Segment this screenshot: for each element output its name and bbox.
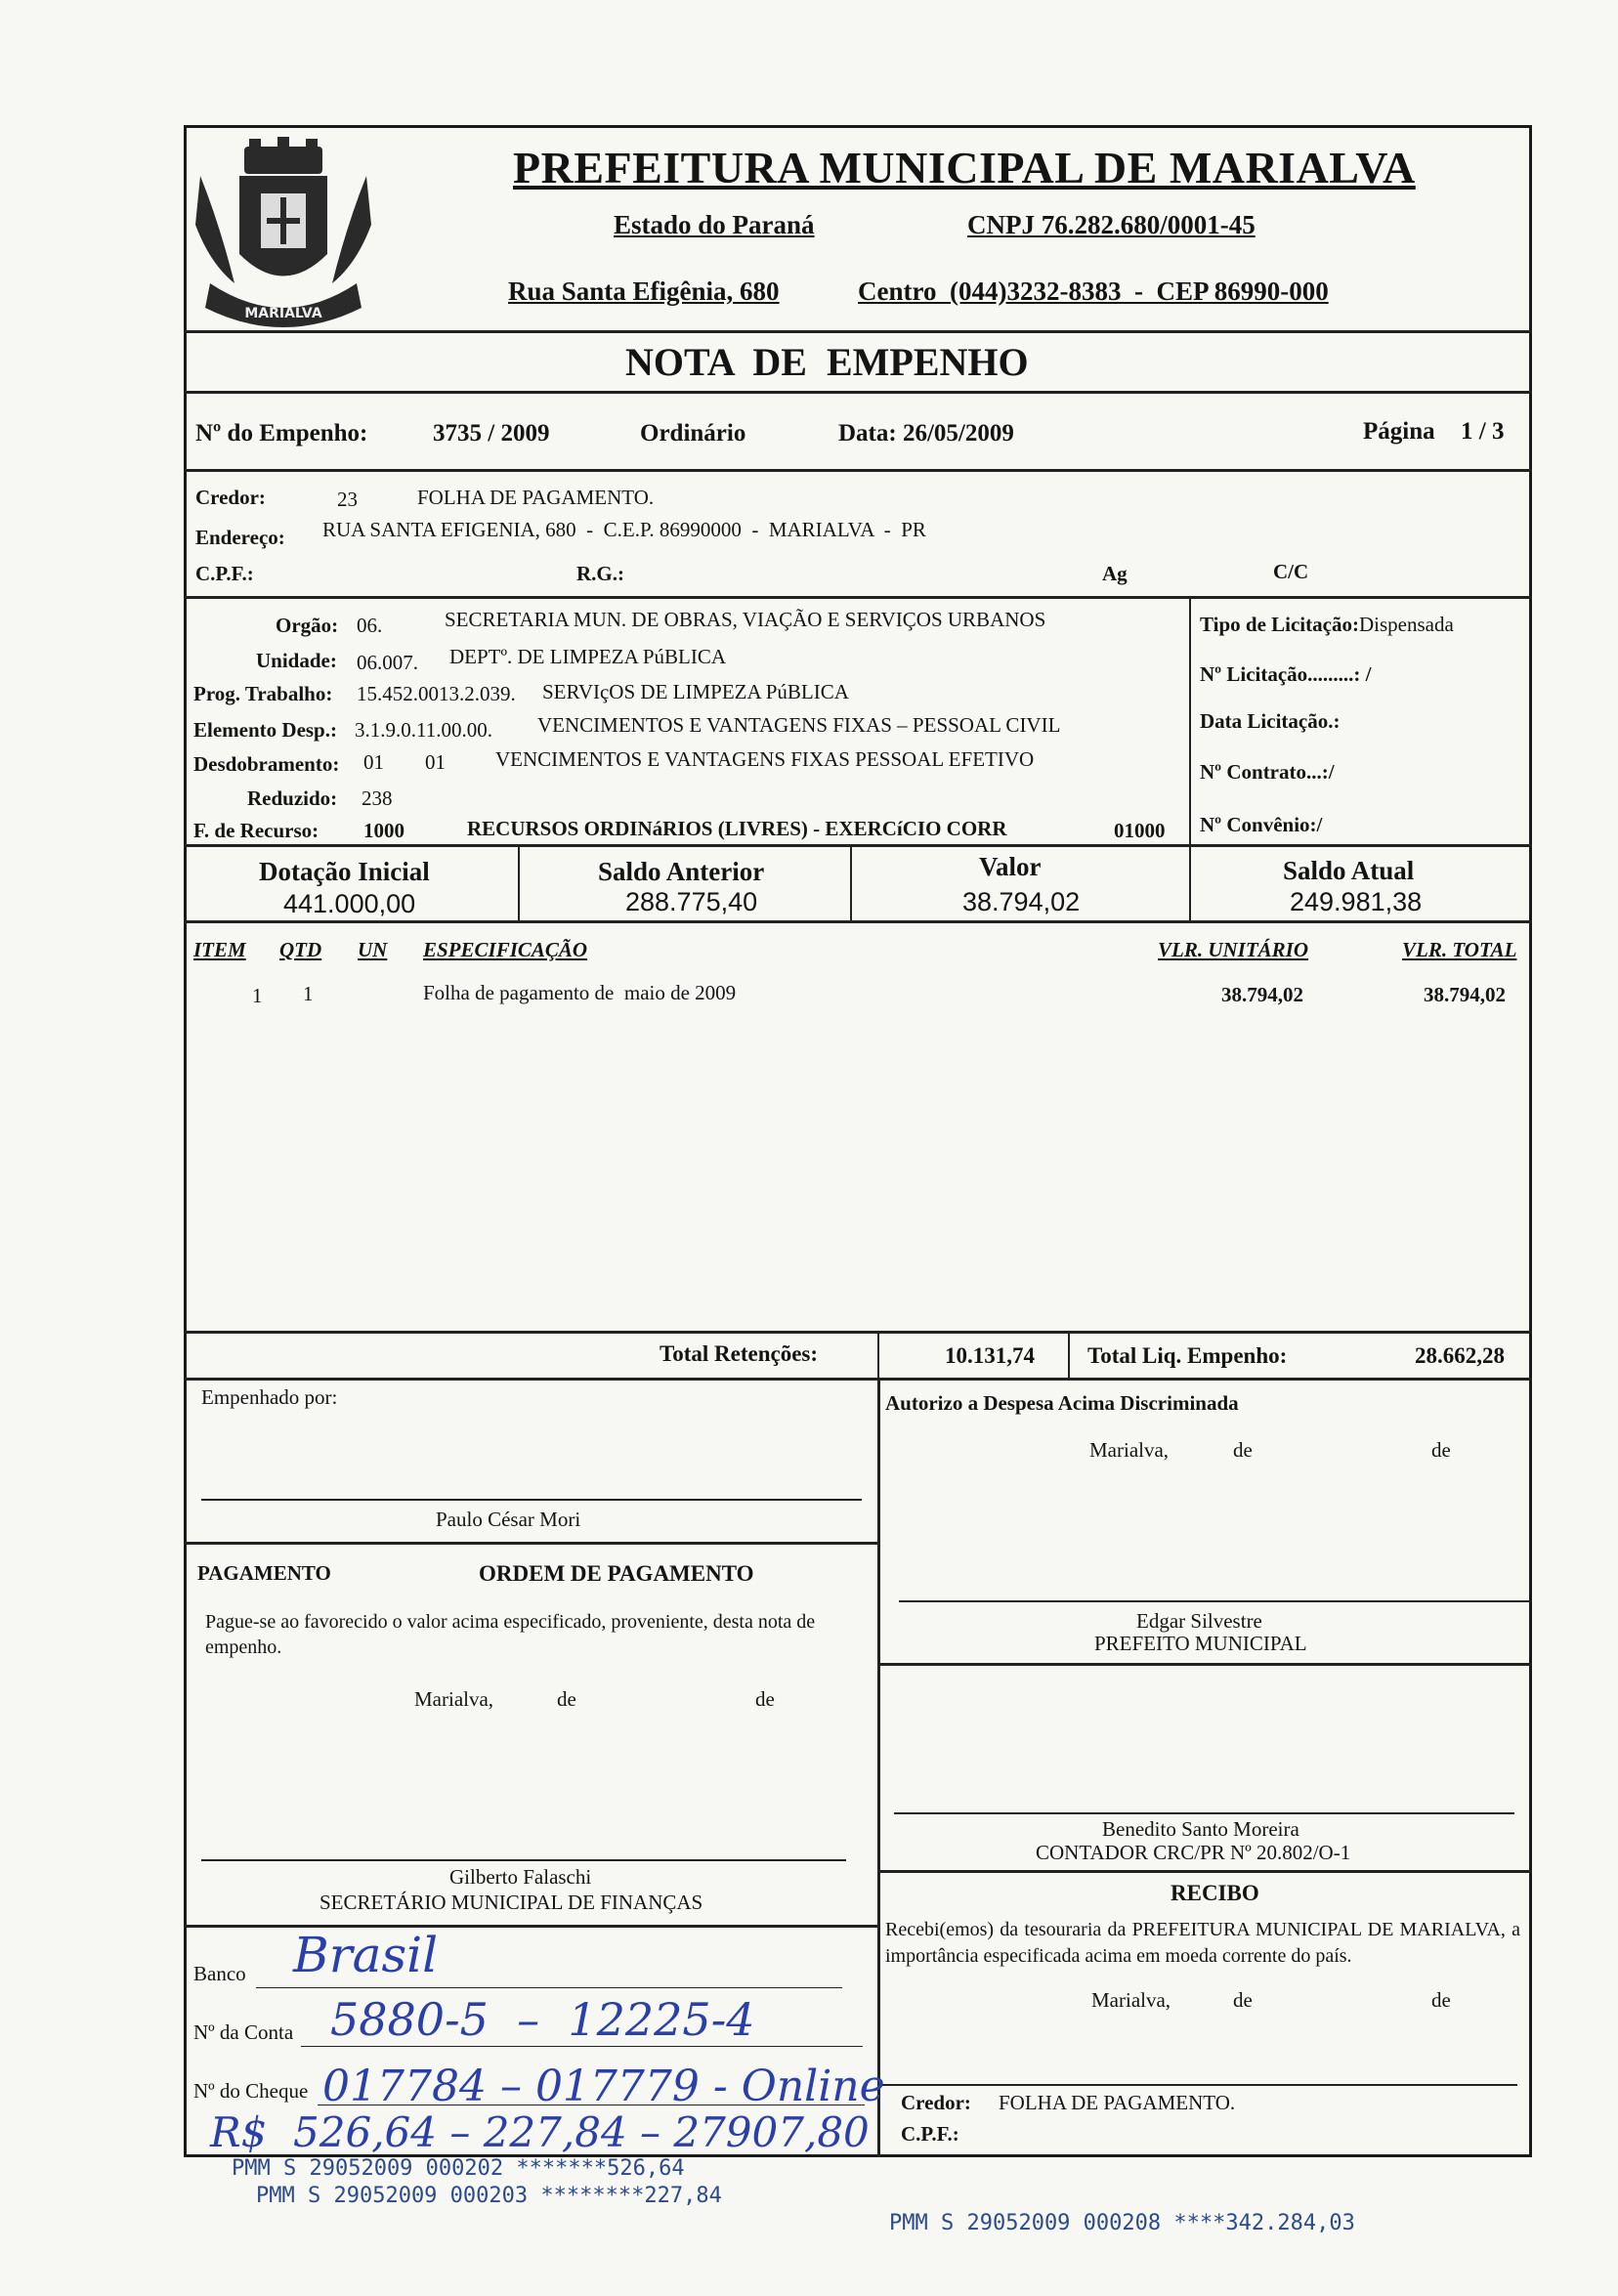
orgao-code: 06. — [357, 614, 383, 637]
total-liquido-label: Total Liq. Empenho: — [1087, 1343, 1288, 1368]
signature-line — [201, 1499, 862, 1501]
logo-banner-text: MARIALVA — [244, 306, 322, 321]
bank-stamp-3: PMM S 29052009 000208 ****342.284,03 — [889, 2211, 1355, 2235]
rule — [184, 469, 1532, 472]
bank-stamp-1: PMM S 29052009 000202 *******526,64 — [232, 2156, 685, 2181]
valor-label: Valor — [979, 852, 1042, 881]
rule — [877, 1331, 879, 1378]
recurso-code: 1000 — [363, 819, 404, 842]
contador-name: Benedito Santo Moreira — [1102, 1817, 1299, 1841]
signature-line — [894, 1812, 1514, 1814]
doc-title: NOTA DE EMPENHO — [625, 340, 1029, 384]
unidade-label: Unidade: — [256, 649, 337, 672]
desdobramento-label: Desdobramento: — [193, 752, 340, 776]
rule — [184, 1331, 1532, 1334]
ordem-pagamento-label: ORDEM DE PAGAMENTO — [479, 1561, 754, 1586]
desdobramento-code1: 01 — [363, 750, 384, 774]
rule — [877, 1663, 1532, 1666]
valor-value: 38.794,02 — [962, 887, 1081, 916]
coat-of-arms-logo — [191, 137, 376, 337]
total-retencoes-label: Total Retenções: — [660, 1341, 819, 1366]
row-spec: Folha de pagamento de maio de 2009 — [423, 981, 737, 1004]
row-total-value: 38.794,02 — [1424, 983, 1506, 1006]
pagamento-label: PAGAMENTO — [197, 1561, 331, 1585]
valores-handwritten: R$ 526,64 – 227,84 – 27907,80 — [210, 2108, 870, 2156]
rule — [1068, 1331, 1070, 1378]
rule — [850, 844, 852, 920]
row-unit-value: 38.794,02 — [1221, 983, 1303, 1006]
header-title: PREFEITURA MUNICIPAL DE MARIALVA — [513, 143, 1416, 192]
autorizo-de2: de — [1431, 1438, 1451, 1462]
recibo-credor-label: Credor: — [901, 2091, 971, 2114]
tipo-licitacao — [1200, 613, 1454, 637]
col-vlr-unitario: VLR. UNITÁRIO — [1158, 938, 1309, 961]
autorizo-signer-role: PREFEITO MUNICIPAL — [1094, 1632, 1307, 1655]
empenhado-por-label: Empenhado por: — [201, 1385, 338, 1409]
desdobramento-name: VENCIMENTOS E VANTAGENS FIXAS PESSOAL EFETIVO — [495, 747, 1035, 771]
ag-label: Ag — [1102, 562, 1128, 585]
conta-handwritten: 5880-5 – 12225-4 — [330, 1993, 755, 2046]
numero-convenio: Nº Convênio:/ — [1200, 813, 1323, 836]
rule — [184, 596, 1532, 599]
rule — [877, 2084, 1517, 2086]
banco-line — [256, 1987, 842, 1988]
orgao-label: Orgão: — [276, 614, 339, 637]
empenho-type: Ordinário — [640, 420, 746, 446]
page-value: 1 / 3 — [1461, 418, 1505, 445]
cheque-handwritten: 017784 – 017779 - Online — [322, 2062, 885, 2111]
credor-code: 23 — [337, 488, 358, 511]
endereco-label: Endereço: — [195, 526, 285, 549]
recurso-label: F. de Recurso: — [193, 819, 319, 842]
saldo-anterior-value: 288.775,40 — [625, 887, 758, 916]
unidade-code: 06.007. — [357, 651, 418, 674]
saldo-atual-label: Saldo Atual — [1283, 856, 1415, 885]
recibo-credor-value: FOLHA DE PAGAMENTO. — [999, 2091, 1236, 2114]
rule — [518, 844, 520, 920]
recurso-name: RECURSOS ORDINáRIOS (LIVRES) - EXERCíCIO CORR — [467, 817, 1007, 840]
empenho-number-label: Nº do Empenho: — [195, 420, 368, 446]
autorizo-de1: de — [1233, 1438, 1253, 1462]
row-qtd: 1 — [303, 982, 314, 1005]
recibo-place: Marialva, — [1091, 1988, 1171, 2012]
orgao-name: SECRETARIA MUN. DE OBRAS, VIAÇÃO E SERVIÇOS URBANOS — [445, 608, 1046, 631]
contador-role: CONTADOR CRC/PR Nº 20.802/O-1 — [1036, 1841, 1351, 1864]
page-label: Página — [1363, 418, 1435, 445]
recibo-cpf-label: C.P.F.: — [901, 2122, 959, 2146]
autorizo-signer-name: Edgar Silvestre — [1136, 1609, 1262, 1633]
tipo-licitacao-value: Dispensada — [1358, 613, 1454, 636]
desdobramento-code2: 01 — [425, 750, 446, 774]
pagamento-signer-role: SECRETÁRIO MUNICIPAL DE FINANÇAS — [319, 1891, 703, 1914]
reduzido-value: 238 — [362, 787, 393, 810]
rule — [184, 1542, 877, 1545]
data-licitacao: Data Licitação.: — [1200, 709, 1341, 733]
saldo-atual-value: 249.981,38 — [1290, 887, 1423, 916]
dotacao-inicial-label: Dotação Inicial — [259, 857, 430, 886]
cheque-label: Nº do Cheque — [193, 2079, 309, 2103]
row-item: 1 — [252, 984, 263, 1007]
rule — [184, 1925, 877, 1928]
elemento-code: 3.1.9.0.11.00.00. — [355, 718, 492, 742]
empenho-number: 3735 / 2009 — [433, 420, 550, 446]
recibo-text: Recebi(emos) da tesouraria da PREFEITURA MUNICIPAL DE MARIALVA, a importância especificada acima em moeda corrente do país. — [885, 1919, 1520, 1967]
rule — [184, 844, 1532, 847]
saldo-anterior-label: Saldo Anterior — [598, 857, 765, 886]
conta-label: Nº da Conta — [193, 2020, 294, 2044]
endereco-value: RUA SANTA EFIGENIA, 680 - C.E.P. 86990000 - MARIALVA - PR — [322, 518, 926, 541]
reduzido-label: Reduzido: — [247, 787, 338, 810]
numero-contrato: Nº Contrato...:/ — [1200, 760, 1335, 784]
tipo-licitacao-label: Tipo de Licitação: — [1200, 613, 1359, 636]
signature-line — [201, 1859, 846, 1861]
dotacao-inicial-value: 441.000,00 — [283, 889, 416, 918]
recibo-de1: de — [1233, 1988, 1253, 2012]
header-cnpj: CNPJ 76.282.680/0001-45 — [967, 210, 1256, 239]
rule — [184, 920, 1532, 923]
rule — [184, 1378, 1532, 1381]
banco-label: Banco — [193, 1962, 246, 1985]
recibo-label: RECIBO — [1171, 1881, 1259, 1905]
rule — [184, 391, 1532, 394]
cc-label: C/C — [1273, 560, 1309, 583]
rg-label: R.G.: — [576, 562, 624, 585]
elemento-name: VENCIMENTOS E VANTAGENS FIXAS – PESSOAL CIVIL — [537, 713, 1061, 737]
col-item: ITEM — [193, 938, 246, 961]
prog-label: Prog. Trabalho: — [193, 682, 333, 705]
pagamento-de1: de — [557, 1687, 576, 1711]
empenho-date: Data: 26/05/2009 — [838, 420, 1014, 446]
rule — [1189, 844, 1191, 920]
rule — [877, 1870, 1532, 1873]
autorizo-place: Marialva, — [1089, 1438, 1170, 1462]
bank-stamp-2: PMM S 29052009 000203 ********227,84 — [256, 2184, 722, 2208]
col-un: UN — [358, 938, 388, 961]
total-retencoes-value: 10.131,74 — [945, 1343, 1035, 1368]
col-especificacao: ESPECIFICAÇÃO — [423, 938, 588, 961]
pagamento-text: Pague-se ao favorecido o valor acima especificado, proveniente, desta nota de empenho. — [205, 1611, 816, 1658]
pagamento-de2: de — [755, 1687, 775, 1711]
credor-name: FOLHA DE PAGAMENTO. — [417, 486, 655, 509]
rule — [184, 330, 1532, 333]
pagamento-signer-name: Gilberto Falaschi — [449, 1865, 592, 1889]
header-state: Estado do Paraná — [614, 210, 815, 239]
rule — [1189, 596, 1191, 844]
prog-name: SERVIçOS DE LIMPEZA PúBLICA — [542, 680, 849, 703]
header-address: Centro (044)3232-8383 - CEP 86990-000 — [858, 276, 1329, 306]
cpf-label: C.P.F.: — [195, 562, 254, 585]
col-vlr-total: VLR. TOTAL — [1402, 938, 1517, 961]
rule — [877, 1378, 880, 2157]
empenhado-signer: Paulo César Mori — [436, 1508, 581, 1531]
prog-code: 15.452.0013.2.039. — [357, 682, 516, 705]
numero-licitacao: Nº Licitação.........: / — [1200, 662, 1372, 686]
total-liquido-value: 28.662,28 — [1415, 1343, 1505, 1368]
header-street: Rua Santa Efigênia, 680 — [508, 276, 780, 306]
conta-line — [301, 2046, 863, 2047]
unidade-name: DEPTº. DE LIMPEZA PúBLICA — [449, 645, 727, 668]
elemento-label: Elemento Desp.: — [193, 718, 337, 742]
signature-line — [899, 1600, 1532, 1602]
banco-handwritten: Brasil — [293, 1927, 439, 1983]
autorizo-label: Autorizo a Despesa Acima Discriminada — [885, 1391, 1239, 1415]
recibo-de2: de — [1431, 1988, 1451, 2012]
credor-label: Credor: — [195, 486, 266, 509]
recurso-code2: 01000 — [1114, 819, 1166, 842]
pagamento-place: Marialva, — [414, 1687, 494, 1711]
col-qtd: QTD — [279, 938, 322, 961]
